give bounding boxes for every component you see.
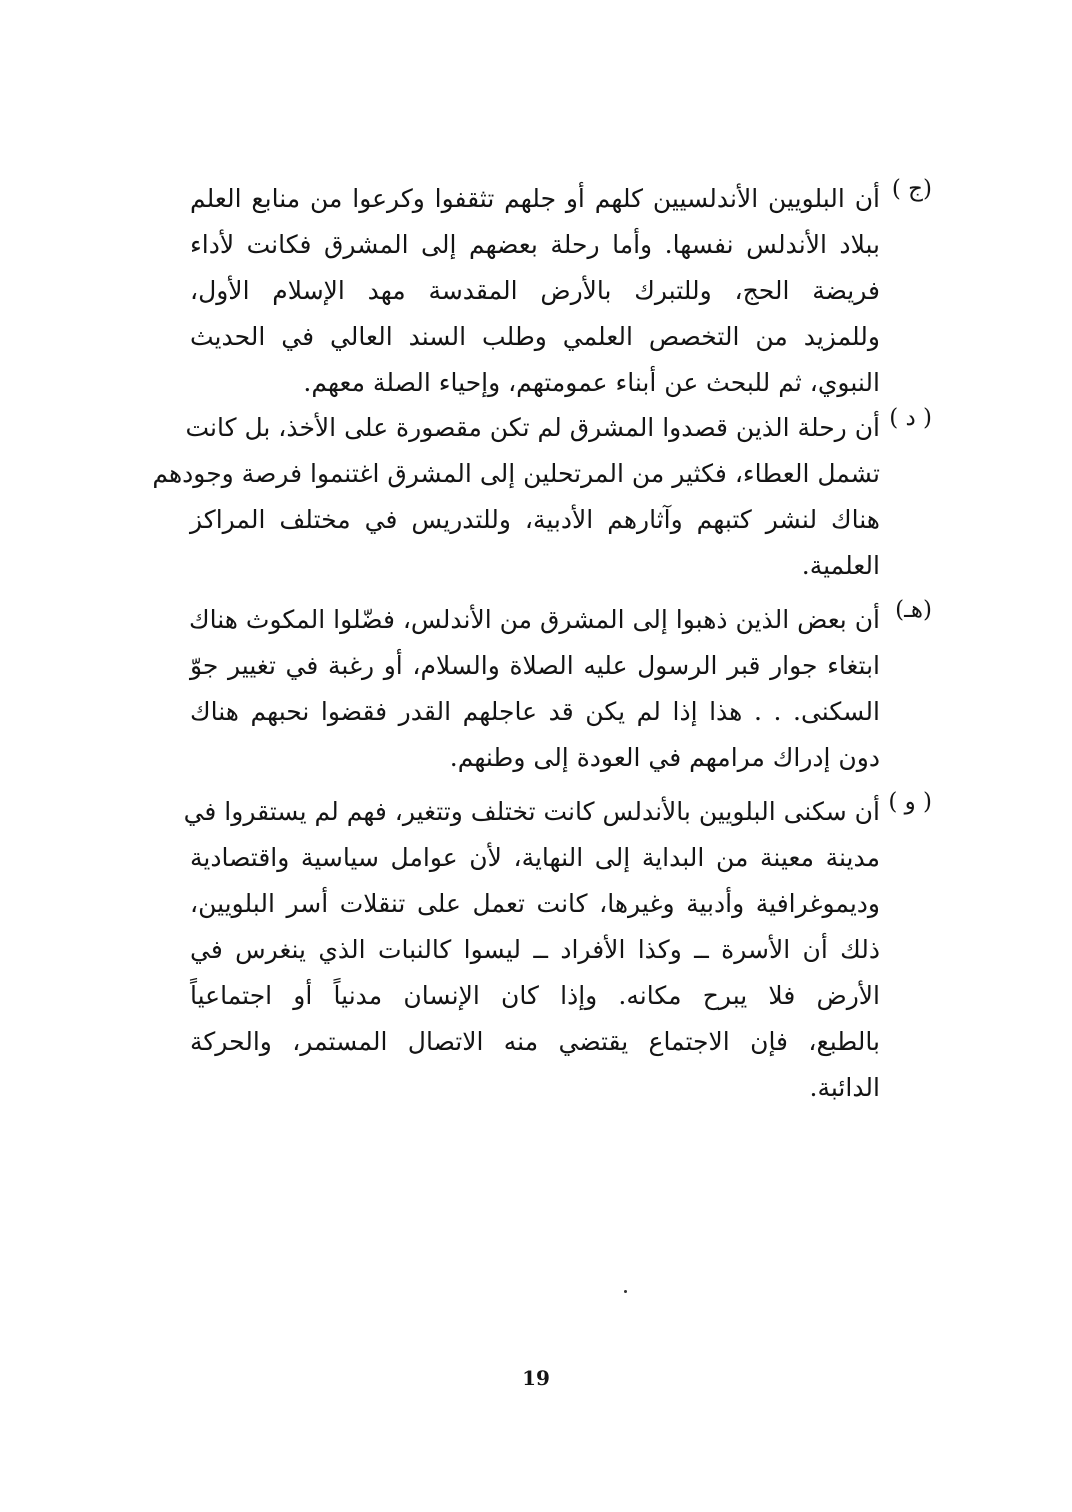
- text-line: أن رحلة الذين قصدوا المشرق لم تكن مقصورة على الأخذ، بل كانت: [185, 413, 880, 442]
- item-marker: (ج ): [891, 176, 932, 202]
- page-number: 19: [522, 1366, 550, 1390]
- text-line: فريضة الحج، وللتبرك بالأرض المقدسة مهد الإسلام الأول،: [190, 276, 880, 305]
- text-line: العلمية.: [801, 551, 880, 580]
- text-line: أن بعض الذين ذهبوا إلى المشرق من الأندلس، فضّلوا المكوث هناك: [189, 605, 880, 634]
- text-line: الدائبة.: [809, 1073, 880, 1102]
- text-line: ابتغاء جوار قبر الرسول عليه الصلاة والسلام، أو رغبة في تغيير جوّ: [190, 651, 880, 680]
- text-line: ذلك أن الأسرة ــ وكذا الأفراد ــ ليسوا كالنبات الذي ينغرس في: [190, 935, 880, 964]
- list-item: [189, 597, 932, 781]
- text-line: تشمل العطاء، فكثير من المرتحلين إلى المشرق اغتنموا فرصة وجودهم: [152, 459, 880, 488]
- text-line: السكنى. . . هذا إذا لم يكن قد عاجلهم القدر فقضوا نحبهم هناك: [190, 697, 880, 726]
- text-line: دون إدراك مرامهم في العودة إلى وطنهم.: [449, 743, 880, 772]
- text-line: بالطبع، فإن الاجتماع يقتضي منه الاتصال المستمر، والحركة: [190, 1027, 880, 1056]
- item-marker: (هـ): [895, 597, 932, 623]
- item-marker: ( و ): [888, 789, 932, 815]
- text-line: هناك لنشر كتبهم وآثارهم الأدبية، وللتدريس في مختلف المراكز: [190, 505, 880, 534]
- text-line: مدينة معينة من البداية إلى النهاية، لأن عوامل سياسية واقتصادية: [190, 843, 880, 872]
- list-item: [183, 789, 932, 1111]
- text-line: وللمزيد من التخصص العلمي وطلب السند العالي في الحديث: [190, 322, 880, 351]
- list-item: [152, 405, 932, 589]
- text-line: النبوي، ثم للبحث عن أبناء عمومتهم، وإحياء الصلة معهم.: [303, 368, 880, 397]
- item-marker: ( د ): [889, 405, 932, 431]
- text-line: ببلاد الأندلس نفسها. وأما رحلة بعضهم إلى المشرق فكانت لأداء: [190, 230, 880, 259]
- text-line: أن سكنى البلويين بالأندلس كانت تختلف وتتغير، فهم لم يستقروا في: [183, 797, 880, 826]
- text-line: أن البلويين الأندلسيين كلهم أو جلهم تثقفوا وكرعوا من منابع العلم: [190, 184, 880, 213]
- stray-dot: [624, 1290, 627, 1293]
- list-item: [190, 176, 932, 406]
- text-line: الأرض فلا يبرح مكانه. وإذا كان الإنسان مدنياً أو اجتماعياً: [190, 981, 880, 1010]
- text-line: وديموغرافية وأدبية وغيرها، كانت تعمل على تنقلات أسر البلويين،: [190, 889, 880, 918]
